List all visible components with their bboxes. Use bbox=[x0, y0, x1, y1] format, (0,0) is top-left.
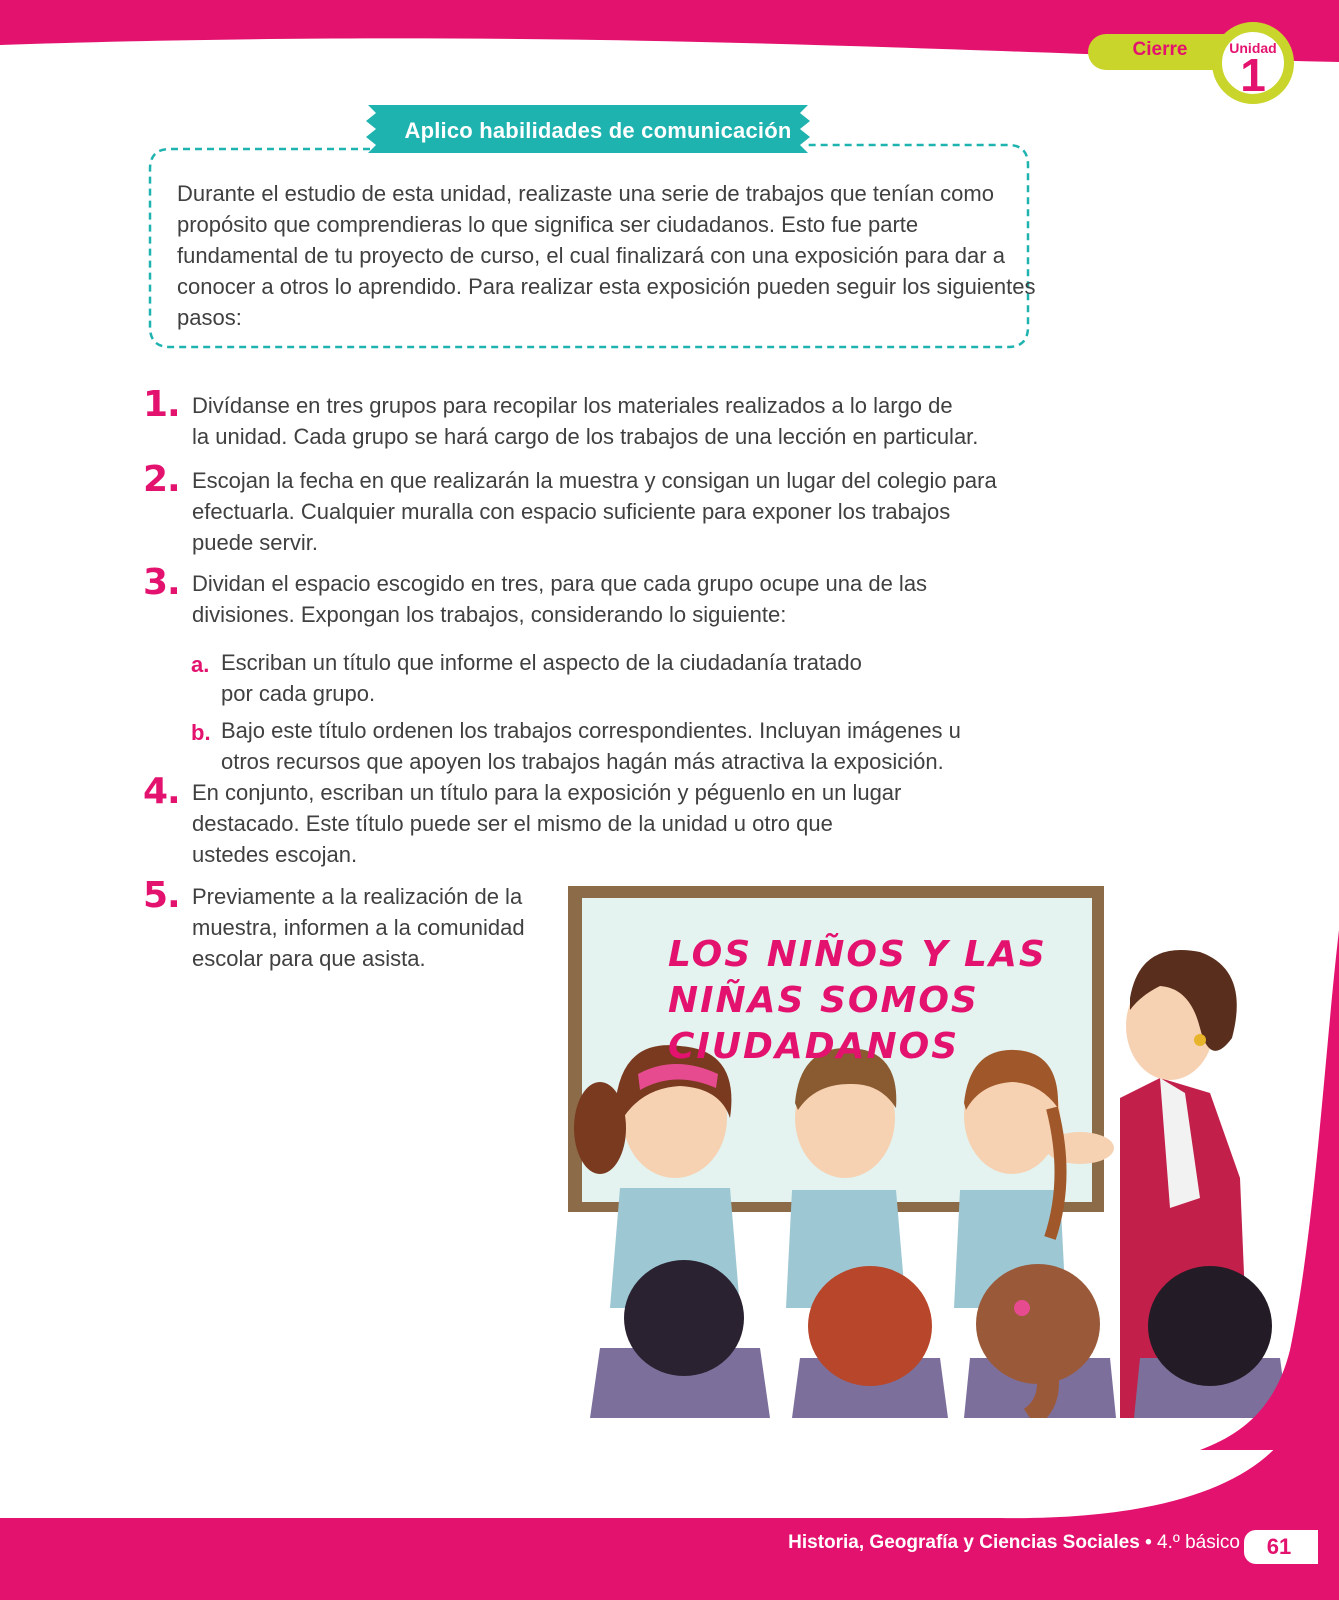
step-5-line: Previamente a la realización de la bbox=[192, 884, 523, 909]
step-3-number: 3. bbox=[143, 562, 180, 603]
substep-a-line: por cada grupo. bbox=[221, 681, 376, 706]
step-4-line: destacado. Este título puede ser el mismo de la unidad u otro que bbox=[192, 811, 833, 836]
substep-a-text bbox=[221, 647, 1021, 709]
substep-b-line: Bajo este título ordenen los trabajos correspondientes. Incluyan imágenes u bbox=[221, 718, 961, 743]
step-1-number: 1. bbox=[143, 384, 180, 425]
substep-a-letter: a. bbox=[191, 652, 210, 677]
step-2-line: Escojan la fecha en que realizarán la muestra y consigan un lugar del colegio para bbox=[192, 468, 997, 493]
step-5-text bbox=[192, 881, 562, 974]
step-4-text bbox=[192, 777, 1052, 870]
step-2-line: puede servir. bbox=[192, 530, 318, 555]
section-title: Aplico habilidades de comunicación bbox=[404, 118, 792, 143]
substep-b-text bbox=[221, 715, 1041, 777]
substep-b-letter: b. bbox=[191, 720, 211, 745]
step-4-number: 4. bbox=[143, 771, 180, 812]
footer-caption bbox=[700, 1532, 1240, 1554]
step-4-line: En conjunto, escriban un título para la exposición y péguenlo en un lugar bbox=[192, 780, 902, 805]
substep-b-line: otros recursos que apoyen los trabajos hagán más atractiva la exposición. bbox=[221, 749, 944, 774]
step-2-text bbox=[192, 465, 1052, 558]
step-2-number: 2. bbox=[143, 459, 180, 500]
unit-number: 1 bbox=[1240, 49, 1266, 101]
right-edge-curve bbox=[1200, 930, 1339, 1450]
step-3-line: divisiones. Expongan los trabajos, considerando lo siguiente: bbox=[192, 602, 787, 627]
step-2-line: efectuarla. Cualquier muralla con espacio suficiente para exponer los trabajos bbox=[192, 499, 951, 524]
step-3-text bbox=[192, 568, 1052, 630]
step-1-line: Divídanse en tres grupos para recopilar los materiales realizados a lo largo de bbox=[192, 393, 953, 418]
step-4-line: ustedes escojan. bbox=[192, 842, 358, 867]
footer-subject: Historia, Geografía y Ciencias Sociales bbox=[788, 1532, 1140, 1553]
step-3-line: Dividan el espacio escogido en tres, para que cada grupo ocupe una de las bbox=[192, 571, 928, 596]
step-5-number: 5. bbox=[143, 875, 180, 916]
substep-a-line: Escriban un título que informe el aspecto de la ciudadanía tratado bbox=[221, 650, 862, 675]
intro-paragraph: Durante el estudio de esta unidad, realizaste una serie de trabajos que tenían como propósito que comprendieras lo que significa ser ciudadanos. Esto fue parte fundamental de tu proyecto de curso, el cual finalizará con una exposición para dar a conocer a otros lo aprendido. Para realizar esta exposición pueden seguir los siguientes pasos: bbox=[177, 181, 1036, 330]
step-5-line: muestra, informen a la comunidad bbox=[192, 915, 525, 940]
board-title: LOS NIÑOS Y LAS NIÑAS SOMOS CIUDADANOS bbox=[668, 934, 1047, 1067]
footer-grade: 4.º básico bbox=[1157, 1532, 1240, 1553]
audience-figures bbox=[590, 1260, 1288, 1418]
bottom-banner bbox=[0, 1430, 1339, 1600]
step-5-line: escolar para que asista. bbox=[192, 946, 426, 971]
footer-bullet: • bbox=[1145, 1532, 1152, 1553]
step-1-line: la unidad. Cada grupo se hará cargo de los trabajos de una lección en particular. bbox=[192, 424, 979, 449]
section-tab-label: Cierre bbox=[1132, 39, 1188, 60]
unit-label: Unidad bbox=[1229, 40, 1277, 56]
step-1-text bbox=[192, 390, 1052, 452]
page-number: 61 bbox=[1266, 1534, 1292, 1559]
